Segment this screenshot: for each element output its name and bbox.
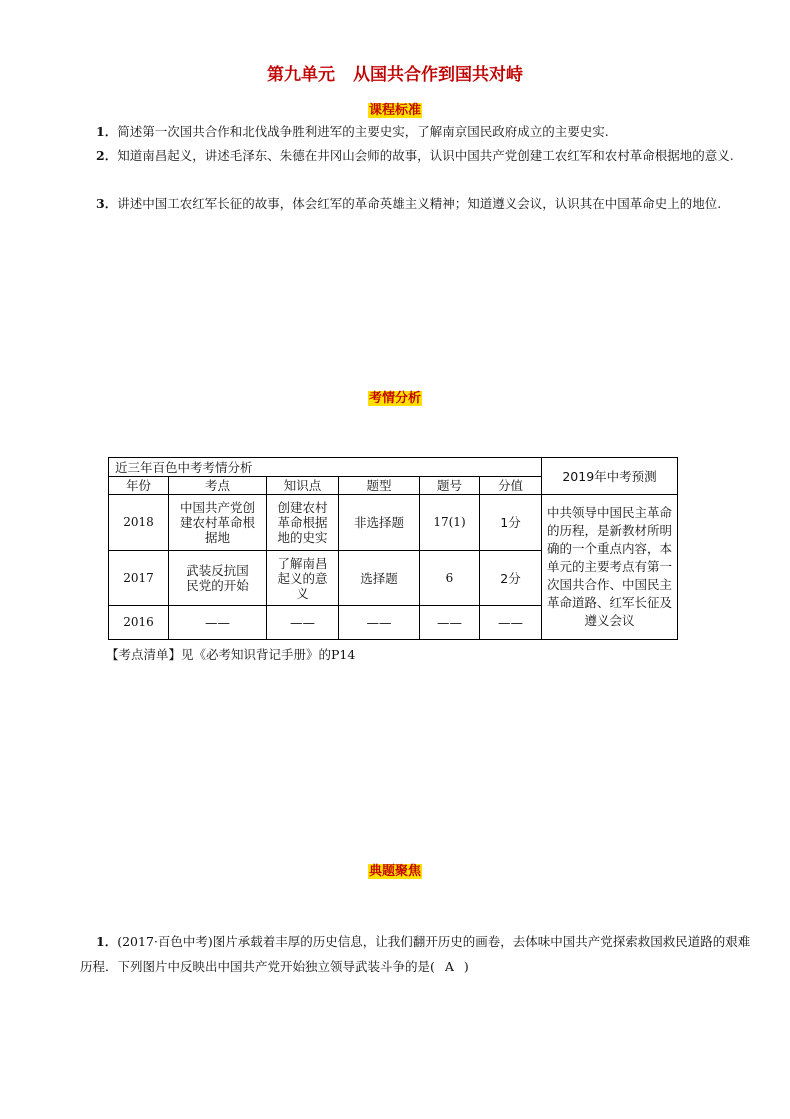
type-cell: 非选择题	[339, 495, 420, 551]
type-cell: 选择题	[339, 551, 420, 606]
column-header: 知识点	[267, 477, 339, 495]
type-cell: ——	[339, 606, 420, 640]
qnum-cell: ——	[420, 606, 480, 640]
curriculum-item-2: 2．知道南昌起义，讲述毛泽东、朱德在井冈山会师的故事，认识中国共产党创建工农红军和农村革命根据地的意义.	[96, 148, 734, 163]
score-cell: 1分	[480, 495, 542, 551]
point-cell: 武装反抗国民党的开始	[169, 551, 267, 606]
knowledge-cell: 了解南昌起义的意义	[267, 551, 339, 606]
forecast-header: 2019年中考预测	[542, 458, 678, 495]
score-cell: ——	[480, 606, 542, 640]
unit-number: 第九单元	[267, 65, 335, 85]
column-header: 分值	[480, 477, 542, 495]
page-title	[0, 60, 790, 85]
forecast-text: 中共领导中国民主革命的历程，是新教材所明确的一个重点内容，本单元的主要考点有第一次国共合作、中国民主革命道路、红军长征及遵义会议	[542, 495, 678, 640]
question-answer: A	[444, 959, 454, 974]
knowledge-cell: 创建农村革命根据地的史实	[267, 495, 339, 551]
column-header: 题型	[339, 477, 420, 495]
qnum-cell: 17(1)	[420, 495, 480, 551]
point-cell: 中国共产党创建农村革命根据地	[169, 495, 267, 551]
curriculum-item-1: 1．简述第一次国共合作和北伐战争胜利进军的主要史实，了解南京国民政府成立的主要史实.	[96, 124, 609, 139]
column-header: 考点	[169, 477, 267, 495]
knowledge-cell: ——	[267, 606, 339, 640]
curriculum-item-3: 3．讲述中国工农红军长征的故事，体会红军的革命英雄主义精神；知道遵义会议，认识其在中国革命史上的地位.	[96, 196, 722, 211]
year-cell: 2017	[109, 551, 169, 606]
curriculum-heading: 课程标准	[368, 103, 421, 118]
unit-name: 从国共合作到国共对峙	[353, 65, 523, 85]
checklist-note: 【考点清单】见《必考知识背记手册》的P14	[106, 647, 356, 662]
column-header: 年份	[109, 477, 169, 495]
analysis-heading: 考情分析	[368, 391, 421, 406]
year-cell: 2018	[109, 495, 169, 551]
table-row	[109, 495, 678, 551]
exam-analysis-table	[108, 457, 678, 640]
year-cell: 2016	[109, 606, 169, 640]
question-source: (2017·百色中考)	[117, 934, 213, 949]
table-caption: 近三年百色中考考情分析	[109, 458, 542, 477]
column-header: 题号	[420, 477, 480, 495]
point-cell: ——	[169, 606, 267, 640]
examples-heading: 典题聚焦	[368, 864, 421, 879]
question-1: 1．(2017·百色中考)图片承载着丰厚的历史信息，让我们翻开历史的画卷，去体味中国共产党探索救国救民道路的艰难历程．下列图片中反映出中国共产党开始独立领导武装斗争的是( A )	[80, 929, 752, 979]
score-cell: 2分	[480, 551, 542, 606]
question-text: 图片承载着丰厚的历史信息，让我们翻开历史的画卷，去体味中国共产党探索救国救民道路的艰难历程．下列图片中反映出中国共产党开始独立领导武装斗争的是(	[80, 934, 751, 974]
qnum-cell: 6	[420, 551, 480, 606]
